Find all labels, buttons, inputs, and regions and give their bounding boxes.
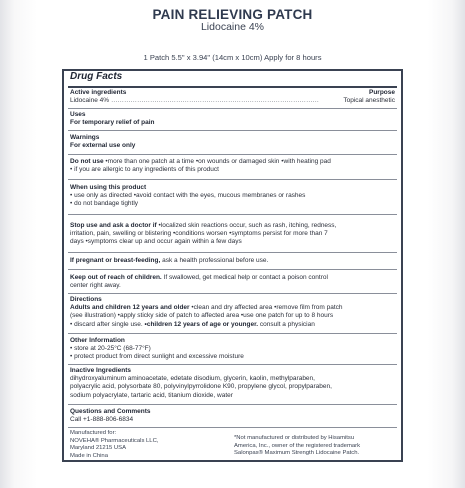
divider: [68, 427, 397, 428]
divider: [68, 269, 397, 270]
active-ingredient-purpose: Topical anesthetic: [343, 97, 395, 105]
do-not-use-line-1: •more than one patch at a time •on wounds or damaged skin •with heating pad: [105, 158, 331, 165]
stop-use-section: [70, 222, 395, 247]
warnings-heading: Warnings: [70, 134, 100, 141]
children-section: [70, 274, 395, 290]
drug-facts-title: Drug Facts: [70, 71, 123, 82]
drug-facts-panel: [62, 69, 403, 462]
directions-line-3b: consult a physician: [258, 320, 315, 328]
other-information-section: [70, 337, 395, 362]
pregnancy-heading: If pregnant or breast-feeding,: [70, 257, 161, 264]
divider: [68, 333, 397, 334]
other-information-line-1: • store at 20-25°C (68-77°F): [70, 345, 151, 353]
directions-line-3a: • discard after single use.: [70, 320, 145, 328]
disclaimer-line-3: Salonpas® Maximum Strength Lidocaine Patch.: [234, 450, 360, 457]
disclaimer-line-1: *Not manufactured or distributed by Hisamitsu: [234, 435, 355, 441]
leader-dots: ……………………………………………………………………………………: [111, 97, 320, 105]
divider: [68, 130, 397, 131]
questions-heading: Questions and Comments: [70, 408, 151, 415]
questions-phone: Call +1-888-806-6834: [70, 416, 134, 424]
product-title: PAIN RELIEVING PATCH: [152, 7, 313, 22]
product-subtitle: Lidocaine 4%: [200, 21, 265, 33]
when-using-heading: When using this product: [70, 184, 147, 191]
patch-size-line: 1 Patch 5.5" x 3.94" (14cm x 10cm) Apply for 8 hours: [143, 53, 322, 62]
uses-heading: Uses: [70, 111, 86, 118]
stop-use-line-1: •localized skin reactions occur, such as rash, itching, redness,: [156, 222, 337, 229]
divider: [68, 364, 397, 365]
manufacturer-line-3: Maryland 21215 USA: [70, 445, 126, 452]
divider: [68, 108, 397, 109]
disclaimer-line-2: America, Inc., owner of the registered trademark: [234, 442, 361, 449]
inactive-ingredients-line-1: dihydroxyaluminum aminoacetate, edetate disodium, glycerin, kaolin, methylparaben,: [70, 375, 315, 383]
purpose-heading: Purpose: [368, 89, 395, 96]
pregnancy-section: [70, 257, 395, 265]
manufacturer-line-4: Made in China: [70, 452, 108, 459]
children-line-2: center right away.: [70, 282, 121, 290]
directions-adults-label: Adults and children 12 years and older: [70, 304, 190, 312]
warnings-section: [70, 134, 395, 150]
do-not-use-line-2: • if you are allergic to any ingredients of this product: [70, 166, 219, 174]
stop-use-heading: Stop use and ask a doctor if: [70, 222, 157, 229]
uses-text: For temporary relief of pain: [70, 119, 155, 127]
package-edge-right: [451, 0, 465, 488]
other-information-line-2: • protect product from direct sunlight and excessive moisture: [70, 353, 244, 361]
active-ingredients-heading: Active ingredients: [70, 89, 127, 96]
children-heading: Keep out of reach of children.: [70, 274, 162, 281]
manufacturer-line-1: Manufactured for:: [70, 430, 117, 436]
divider: [68, 404, 397, 405]
uses-section: [70, 111, 395, 127]
inactive-ingredients-heading: Inactive Ingredients: [70, 367, 132, 374]
stop-use-line-2: irritation, pain, swelling or blistering •conditions worsen •symptoms persist for more than 7: [70, 230, 328, 238]
divider: [68, 214, 397, 215]
other-information-heading: Other Information: [70, 337, 125, 344]
when-using-line-2: • do not bandage tightly: [70, 200, 139, 208]
divider: [68, 293, 397, 294]
children-line-1: If swallowed, get medical help or contact a poison control: [161, 274, 328, 281]
inactive-ingredients-section: [70, 367, 395, 400]
inactive-ingredients-line-2: polyacrylic acid, polysorbate 80, polyvinylpyrrolidone K90, propylene glycol, propylparaben,: [70, 383, 332, 391]
directions-section: [70, 296, 395, 329]
active-ingredients-section: [70, 89, 395, 105]
stop-use-line-3: days •symptoms clear up and occur again within a few days: [70, 238, 242, 246]
directions-line-2: (see illustration) •apply sticky side of patch to affected area •use one patch for up to 8 hours: [70, 312, 334, 320]
active-ingredient-name: Lidocaine 4%: [70, 97, 110, 105]
divider-thick: [68, 86, 397, 88]
do-not-use-heading: Do not use: [70, 158, 104, 165]
inactive-ingredients-line-3: sodium polyacrylate, tartaric acid, titanium dioxide, water: [70, 391, 233, 399]
warnings-text: For external use only: [70, 142, 136, 150]
directions-line-1: •clean and dry affected area •remove film from patch: [189, 304, 343, 312]
divider: [68, 179, 397, 180]
do-not-use-section: [70, 158, 395, 174]
manufacturer-line-2: NOVEHA® Pharmaceuticals LLC,: [70, 437, 159, 444]
divider: [68, 154, 397, 155]
pregnancy-text: ask a health professional before use.: [160, 257, 269, 264]
when-using-line-1: • use only as directed •avoid contact with the eyes, mucous membranes or rashes: [70, 192, 306, 200]
package-edge-left: [0, 0, 14, 488]
when-using-section: [70, 184, 395, 209]
manufacturer-info: [70, 430, 158, 460]
directions-heading: Directions: [70, 296, 102, 303]
directions-children-label: •children 12 years of age or younger.: [144, 320, 259, 328]
questions-section: [70, 408, 395, 424]
divider: [68, 252, 397, 253]
trademark-disclaimer: [234, 435, 360, 458]
